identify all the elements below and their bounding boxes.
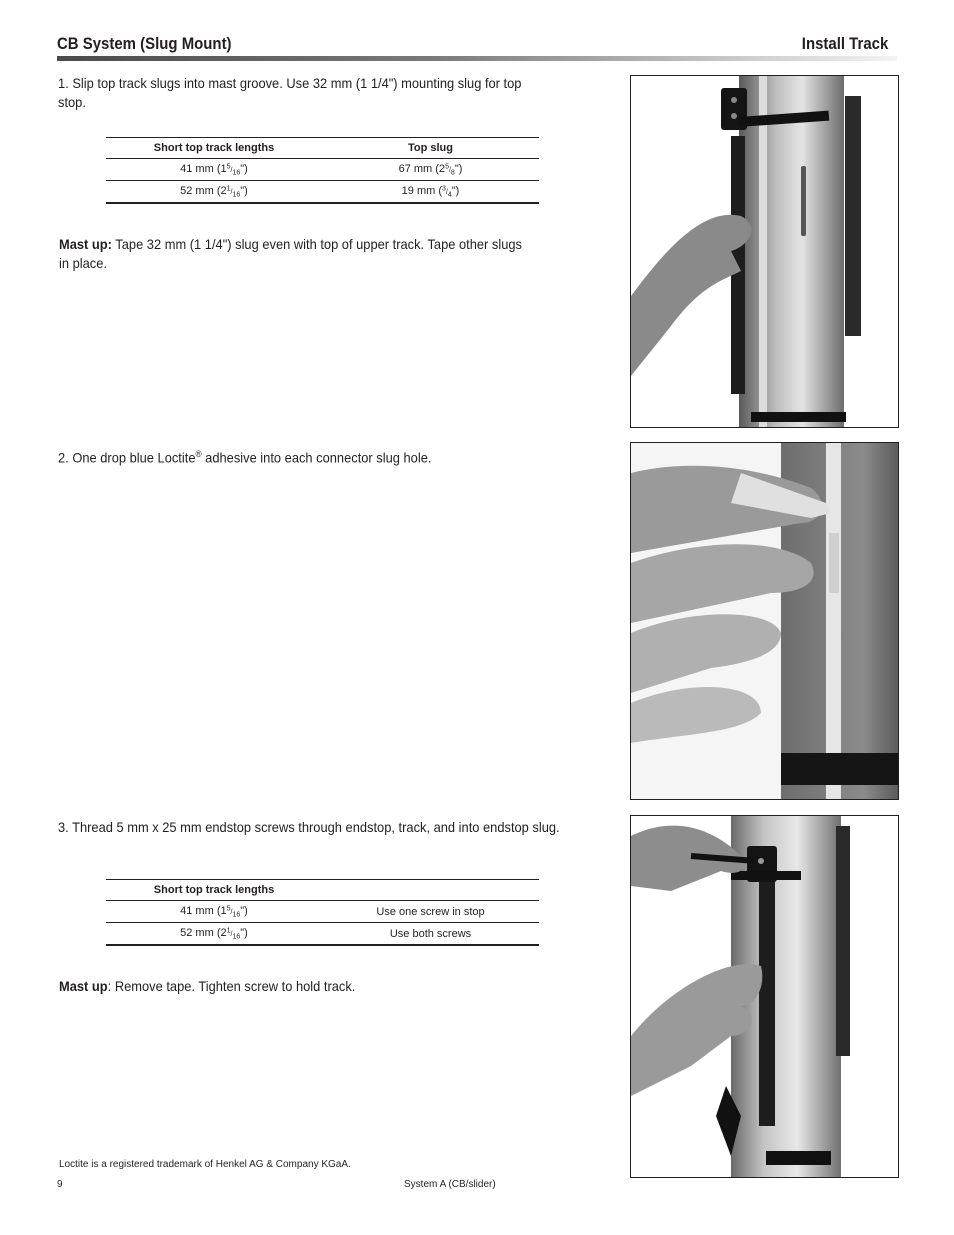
table-header-cell: Top slug [322, 138, 539, 159]
table-cell: Use both screws [322, 923, 539, 946]
table-cell: 19 mm $(^3/_4")$ [322, 181, 539, 204]
table-row [106, 923, 539, 946]
step3-table [106, 879, 539, 946]
step1-text: 1. Slip top track slugs into mast groove. Use 32 mm (1 1/4") mounting slug for top stop. [58, 75, 522, 110]
section-title: CB System (Slug Mount) [57, 34, 232, 53]
table-header-cell: Short top track lengths [106, 880, 322, 901]
table-row [106, 181, 539, 204]
trademark-note: Loctite is a registered trademark of Henkel AG & Company KGaA. [59, 1159, 351, 1170]
table-header-cell [322, 880, 539, 901]
step2-text: 2. One drop blue Loctite® adhesive into each connector slug hole. [58, 449, 432, 466]
table-header-row [106, 138, 539, 159]
table-row [106, 159, 539, 181]
step3-text: 3. Thread 5 mm x 25 mm endstop screws through endstop, track, and into endstop slug. [58, 819, 560, 835]
table-header-cell: Short top track lengths [106, 138, 322, 159]
page-title: Install Track [801, 34, 888, 53]
table-cell: 41 mm $(1^5/_{16}")$ [106, 159, 322, 181]
photo-endstop-screws [630, 815, 899, 1178]
table-row [106, 901, 539, 923]
table-cell: 52 mm $(2^1/_{16}")$ [106, 181, 322, 204]
table-header-row [106, 880, 539, 901]
table-cell: 67 mm $(2^5/_8")$ [322, 159, 539, 181]
step1-table [106, 137, 539, 204]
mast-track-photo-3 [631, 816, 898, 1177]
table-cell: 52 mm $(2^1/_{16}")$ [106, 923, 322, 946]
mast-track-photo-1 [631, 76, 898, 427]
table-cell: 41 mm $(1^5/_{16}")$ [106, 901, 322, 923]
step1-mast-up-note: Mast up: Tape 32 mm (1 1/4") slug even with top of upper track. Tape other slugs in place. [59, 236, 523, 271]
footer-manual-name: System A (CB/slider) [404, 1179, 496, 1190]
step3-mast-up-note: Mast up: Remove tape. Tighten screw to hold track. [59, 978, 356, 994]
loctite-photo [631, 443, 898, 799]
photo-slip-slugs [630, 75, 899, 428]
photo-loctite [630, 442, 899, 800]
table-cell: Use one screw in stop [322, 901, 539, 923]
header-rule [57, 56, 897, 61]
page-number: 9 [57, 1179, 63, 1190]
